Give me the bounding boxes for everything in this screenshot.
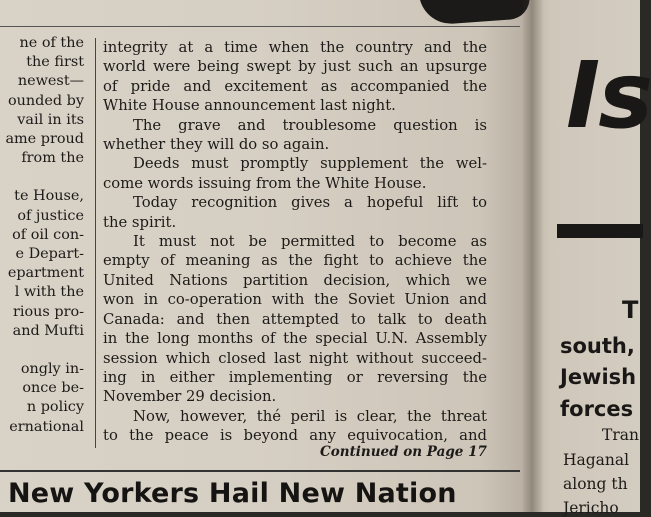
body-line: November 29 decision.: [103, 388, 277, 406]
body-line: of pride and excitement as accompanied the: [103, 77, 487, 95]
body-line: come words issuing from the White House.: [103, 174, 427, 192]
right-bold-line: Jewish: [560, 365, 637, 389]
big-letter: T: [622, 296, 639, 324]
left-line: rious pro-: [13, 303, 84, 320]
body-line: session which closed last night without succeed-: [103, 349, 487, 367]
left-line: and Mufti: [12, 322, 84, 339]
left-gap: [0, 168, 84, 187]
left-line: the first: [26, 54, 84, 71]
body-line: ing in either implementing or reversing the: [103, 368, 487, 386]
right-text-line: Haganal: [563, 451, 630, 469]
left-line: once be-: [22, 380, 84, 397]
right-text-line: along th: [563, 475, 628, 493]
headline-rule: [0, 470, 520, 472]
left-gap: [0, 341, 84, 360]
left-line: l with the: [14, 284, 84, 301]
column-rule: [95, 38, 96, 448]
page-fold: [522, 0, 544, 512]
body-line: the spirit.: [103, 213, 177, 231]
right-bold-line: south,: [560, 334, 635, 358]
body-line: Now, however, thé peril is clear, the threat: [133, 407, 487, 425]
body-line: in the long months of the special U.N. Assembly: [103, 330, 487, 348]
right-text-line: Tran: [602, 426, 639, 444]
headline: New Yorkers Hail New Nation: [8, 478, 457, 509]
body-line: Deeds must promptly supplement the wel-: [133, 155, 487, 173]
body-line: United Nations partition decision, which we: [103, 271, 487, 289]
left-line: epartment: [7, 265, 84, 282]
top-rule: [0, 26, 520, 27]
body-line: White House announcement last night.: [103, 97, 396, 115]
body-line: whether they will do so again.: [103, 136, 330, 154]
left-line: te House,: [14, 188, 84, 205]
left-line: ongly in-: [20, 361, 84, 378]
body-line: Today recognition gives a hopeful lift to: [133, 194, 487, 212]
body-line: It must not be permitted to become as: [133, 233, 487, 251]
body-line: empty of meaning as the fight to achieve the: [103, 252, 487, 270]
left-line: vail in its: [17, 111, 84, 128]
left-line: newest—: [17, 73, 84, 90]
left-line: of oil con-: [12, 226, 84, 243]
big-headline: Is: [566, 42, 651, 149]
left-line: ame proud: [5, 131, 84, 148]
right-text-line: Jericho: [563, 499, 619, 517]
body-line: world were being swept by just such an upsurge: [103, 58, 487, 76]
body-line: won in co-operation with the Soviet Union and: [103, 291, 487, 309]
right-bold-line: forces: [560, 397, 634, 421]
ink-stain: [419, 0, 531, 26]
left-line: ernational: [9, 418, 84, 435]
left-line: e Depart-: [15, 246, 84, 263]
body-line: to the peace is beyond any equivocation, and: [103, 427, 487, 445]
left-line: from the: [21, 150, 84, 167]
body-line: Canada: and then attempted to talk to death: [103, 310, 487, 328]
left-line: n policy: [26, 399, 84, 416]
left-line: ounded by: [7, 92, 84, 109]
left-column-text: [0, 34, 84, 437]
body-line: The grave and troublesome question is: [133, 116, 487, 134]
body-line: integrity at a time when the country and the: [103, 39, 487, 56]
left-line: of justice: [17, 207, 84, 224]
headline-dash: [557, 224, 643, 238]
left-line: ne of the: [19, 35, 84, 51]
continued-note: Continued on Page 17: [320, 444, 487, 460]
editorial-column: [103, 38, 487, 446]
